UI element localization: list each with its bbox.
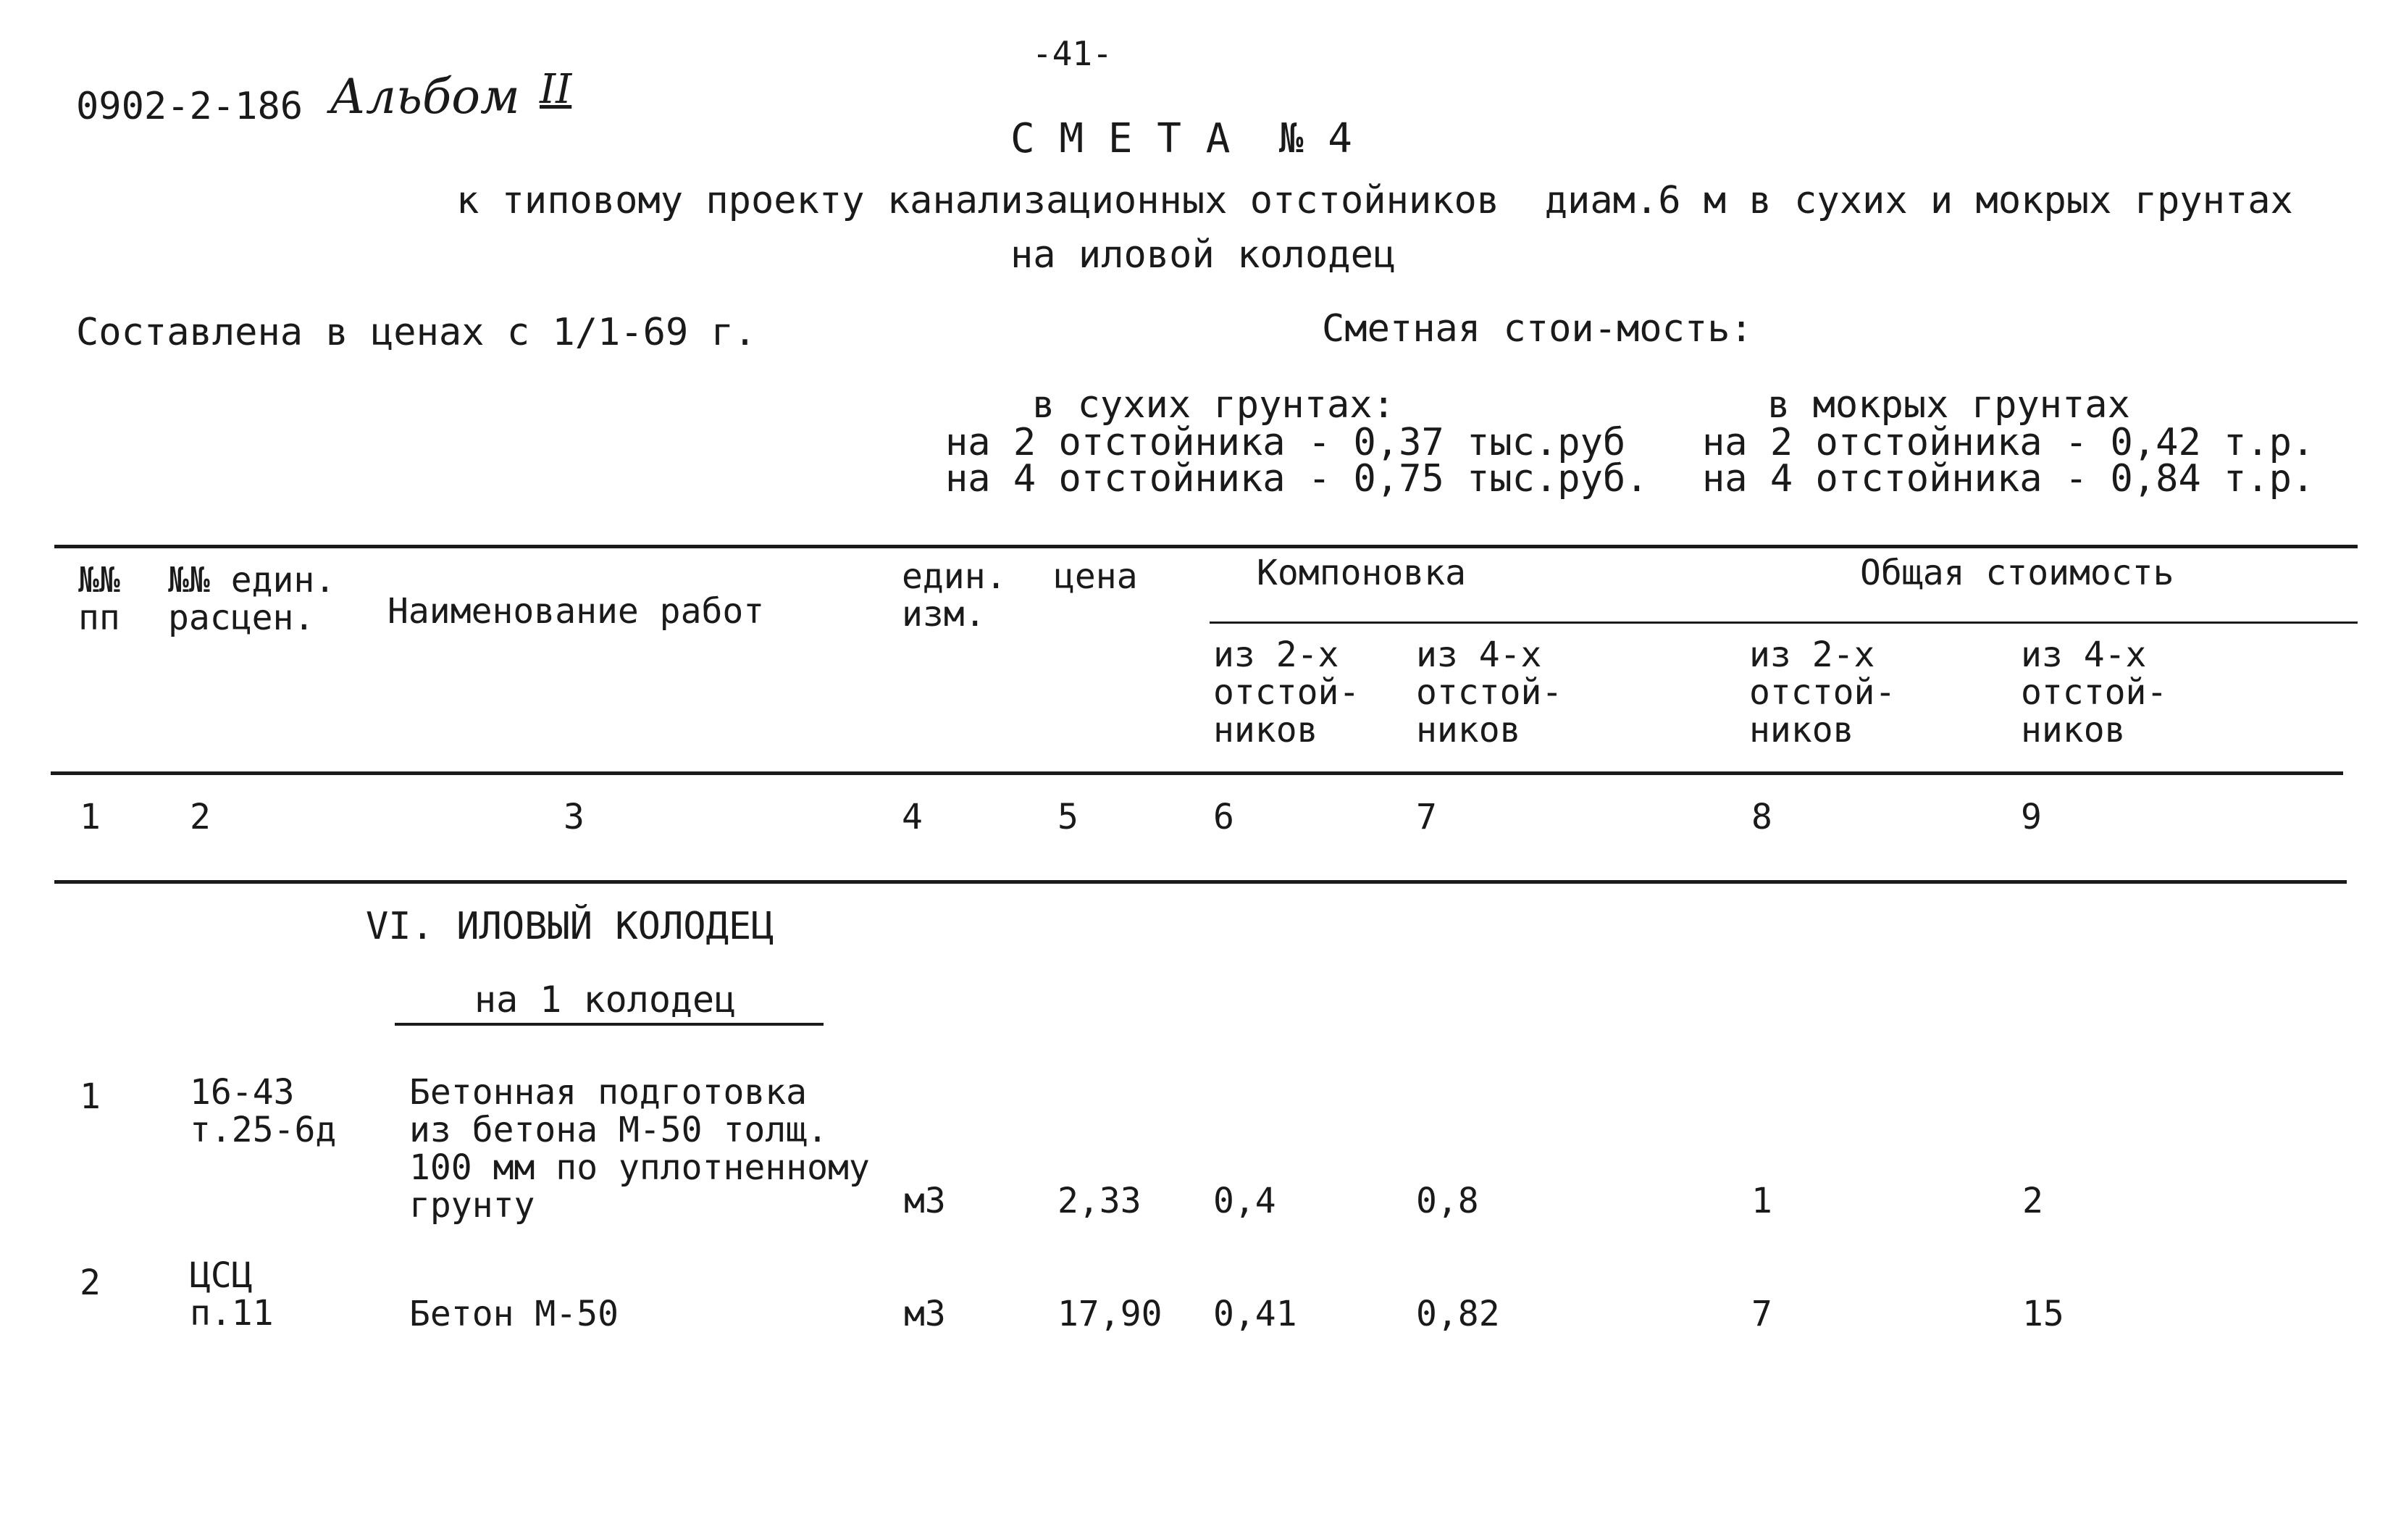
album-label: Альбом: [330, 69, 520, 125]
rate-code: ЦСЦ п.11: [190, 1255, 274, 1334]
row-number: 1: [80, 1076, 101, 1117]
header-unit: един. изм.: [902, 556, 1007, 635]
quantity-4: 0,8: [1416, 1181, 1479, 1221]
header-group-rule: [1210, 622, 2358, 624]
page-number: -41-: [1032, 34, 1113, 73]
work-name: Бетон М-50: [409, 1294, 619, 1334]
dry-soil-cost-4: на 4 отстойника - 0,75 тыс.руб.: [945, 457, 1649, 501]
rate-code: 16-43 т.25-6д: [190, 1072, 337, 1150]
cost-2: 7: [1751, 1294, 1772, 1334]
section-sub-underline: [395, 1023, 824, 1026]
header-work-name: Наименование работ: [388, 591, 765, 632]
header-row-number: №№ пп: [78, 560, 120, 638]
section-title: VI. ИЛОВЫЙ КОЛОДЕЦ: [366, 905, 774, 948]
column-number: 5: [1057, 797, 1078, 837]
row-number: 2: [80, 1263, 101, 1303]
header-total-4: из 4-х отстой- ников: [2021, 635, 2168, 750]
price: 2,33: [1057, 1181, 1142, 1221]
column-number: 8: [1751, 797, 1772, 837]
wet-soil-label: в мокрых грунтах: [1767, 383, 2130, 427]
column-numbers-rule: [54, 880, 2347, 884]
header-layout: Компоновка: [1257, 553, 1466, 593]
column-number: 9: [2021, 797, 2042, 837]
dry-soil-cost-2: на 2 отстойника - 0,37 тыс.руб: [945, 421, 1626, 464]
header-total-cost: Общая стоимость: [1860, 553, 2174, 593]
header-rate-code: №№ един. расцен.: [168, 560, 336, 638]
title-line-2: на иловой колодец: [1010, 233, 1396, 277]
unit: м3: [904, 1181, 946, 1221]
cost-4: 15: [2022, 1294, 2064, 1334]
compiled-note: Составлена в ценах с 1/1-69 г.: [76, 311, 757, 354]
album-number: II: [540, 66, 572, 113]
cost-2: 1: [1751, 1181, 1772, 1221]
wet-soil-cost-2: на 2 отстойника - 0,42 т.р.: [1702, 421, 2315, 464]
header-total-2: из 2-х отстой- ников: [1749, 635, 1896, 750]
header-layout-4: из 4-х отстой- ников: [1416, 635, 1563, 750]
title-line-1: к типовому проекту канализационных отстойников диам.6 м в сухих и мокрых грунтах: [456, 179, 2293, 222]
price: 17,90: [1057, 1294, 1163, 1334]
column-number: 7: [1416, 797, 1437, 837]
wet-soil-cost-4: на 4 отстойника - 0,84 т.р.: [1702, 457, 2315, 501]
column-number: 3: [564, 797, 585, 837]
document-title: С М Е Т А № 4: [1010, 115, 1353, 162]
header-price: цена: [1054, 556, 1138, 597]
header-layout-2: из 2-х отстой- ников: [1213, 635, 1360, 750]
column-number: 2: [190, 797, 211, 837]
unit: м3: [904, 1294, 946, 1334]
quantity-2: 0,41: [1213, 1294, 1297, 1334]
header-bottom-rule: [51, 771, 2343, 775]
cost-4: 2: [2022, 1181, 2043, 1221]
column-number: 6: [1213, 797, 1234, 837]
column-number: 4: [902, 797, 923, 837]
quantity-4: 0,82: [1416, 1294, 1500, 1334]
quantity-2: 0,4: [1213, 1181, 1276, 1221]
estimated-cost-label: Сметная стои-мость:: [1322, 307, 1753, 351]
section-subtitle: на 1 колодец: [474, 979, 737, 1021]
table-top-rule: [54, 545, 2358, 548]
dry-soil-label: в сухих грунтах:: [1032, 383, 1395, 427]
document-code: 0902-2-186: [76, 85, 303, 128]
column-number: 1: [80, 797, 101, 837]
work-name: Бетонная подготовка из бетона М-50 толщ. 100 мм по уплотненному грунту: [409, 1072, 870, 1226]
